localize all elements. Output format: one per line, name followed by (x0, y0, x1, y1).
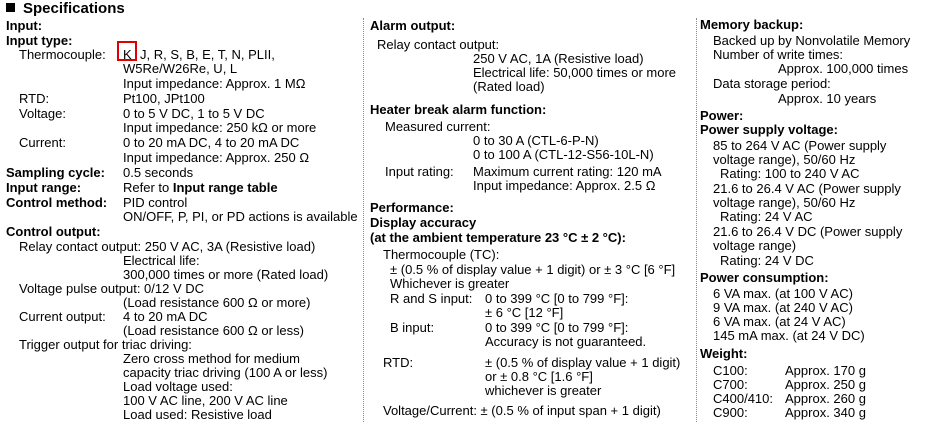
sampling-value: 0.5 seconds (123, 165, 194, 180)
memory-line-5: Approx. 10 years (778, 91, 877, 106)
relay-output: Relay contact output: 250 V AC, 3A (Resistive load) (19, 239, 316, 254)
rs-input-accuracy: ± 6 °C [12 °F] (485, 305, 564, 320)
performance-heading: Performance: (370, 200, 454, 215)
input-rating-label: Input rating: (385, 164, 454, 179)
weight-value: Approx. 340 g (785, 405, 866, 420)
memory-line-4: Data storage period: (713, 76, 831, 91)
b-input-label: B input: (390, 320, 435, 335)
power-line-5: voltage range), 50/60 Hz (713, 195, 856, 210)
current-label: Current: (19, 135, 66, 150)
alarm-output-heading: Alarm output: (370, 18, 456, 33)
measured-current-label: Measured current: (385, 119, 491, 134)
alarm-relay-value: 250 V AC, 1A (Resistive load) (473, 51, 644, 66)
voltage-pulse-output-2: (Load resistance 600 Ω or more) (123, 295, 311, 310)
memory-line-3: Approx. 100,000 times (778, 61, 909, 76)
weight-value: Approx. 250 g (785, 377, 866, 392)
consumption-line-4: 145 mA max. (at 24 V DC) (713, 328, 865, 343)
control-output-heading: Control output: (6, 224, 101, 239)
power-line-4: 21.6 to 26.4 V AC (Power supply (713, 181, 901, 196)
measured-current-2: 0 to 100 A (CTL-12-S56-10L-N) (473, 147, 654, 162)
rtd-accuracy-3: whichever is greater (485, 383, 602, 398)
alarm-electrical-life: Electrical life: 50,000 times or more (473, 65, 677, 80)
consumption-line-3: 6 VA max. (at 24 V AC) (713, 314, 846, 329)
memory-backup-heading: Memory backup: (700, 17, 804, 32)
voltage-current-accuracy: Voltage/Current: ± (0.5 % of input span + 1 digit) (383, 403, 661, 418)
thermocouple-types-2: W5Re/W26Re, U, L (123, 61, 238, 76)
heater-break-heading: Heater break alarm function: (370, 102, 547, 117)
thermocouple-label: Thermocouple: (19, 47, 106, 62)
column-divider (696, 18, 697, 422)
weight-model: C400/410: (713, 391, 773, 406)
current-output-value: 4 to 20 mA DC (123, 309, 208, 324)
tc-accuracy-label: Thermocouple (TC): (383, 247, 500, 262)
current-impedance: Input impedance: Approx. 250 Ω (123, 150, 310, 165)
b-input-accuracy: Accuracy is not guaranteed. (485, 334, 647, 349)
trigger-line-2: capacity triac driving (100 A or less) (123, 365, 328, 380)
tc-accuracy-note: Whichever is greater (390, 276, 510, 291)
power-line-2: voltage range), 50/60 Hz (713, 152, 856, 167)
weight-model: C900: (713, 405, 748, 420)
voltage-label: Voltage: (19, 106, 66, 121)
input-rating-1: Maximum current rating: 120 mA (473, 164, 662, 179)
input-range-link-text: Input range table (172, 180, 278, 195)
rtd-label: RTD: (19, 91, 50, 106)
input-rating-2: Input impedance: Approx. 2.5 Ω (473, 178, 656, 193)
b-input-range: 0 to 399 °C [0 to 799 °F]: (485, 320, 629, 335)
power-line-8: voltage range) (713, 238, 797, 253)
voltage-impedance: Input impedance: 250 kΩ or more (123, 120, 317, 135)
alarm-relay-label: Relay contact output: (377, 37, 500, 52)
section-title (6, 0, 125, 18)
alarm-rated-load: (Rated load) (473, 79, 545, 94)
relay-electrical-life-2: 300,000 times or more (Rated load) (123, 267, 329, 282)
power-line-1: 85 to 264 V AC (Power supply (713, 138, 887, 153)
power-line-7: 21.6 to 26.4 V DC (Power supply (713, 224, 903, 239)
title-text: Specifications (23, 0, 125, 17)
thermocouple-impedance: Input impedance: Approx. 1 MΩ (123, 76, 306, 91)
power-line-3: Rating: 100 to 240 V AC (720, 166, 860, 181)
trigger-line-5: Load used: Resistive load (123, 407, 272, 422)
column-divider (363, 18, 364, 422)
rs-input-label: R and S input: (390, 291, 473, 306)
rtd-accuracy-2: or ± 0.8 °C [1.6 °F] (485, 369, 593, 384)
voltage-value: 0 to 5 V DC, 1 to 5 V DC (123, 106, 265, 121)
rtd-accuracy-1: ± (0.5 % of display value + 1 digit) (485, 355, 681, 370)
power-supply-voltage-heading: Power supply voltage: (700, 122, 838, 137)
input-heading: Input: (6, 18, 43, 33)
current-output-label: Current output: (19, 309, 106, 324)
power-line-6: Rating: 24 V AC (720, 209, 813, 224)
power-line-9: Rating: 24 V DC (720, 253, 814, 268)
rs-input-range: 0 to 399 °C [0 to 799 °F]: (485, 291, 629, 306)
weight-value: Approx. 170 g (785, 363, 866, 378)
control-method-value-2: ON/OFF, P, PI, or PD actions is available (123, 209, 358, 224)
input-type-heading: Input type: (6, 33, 73, 48)
ambient-temperature-heading: (at the ambient temperature 23 °C ± 2 °C): (370, 230, 626, 245)
rtd-accuracy-label: RTD: (383, 355, 414, 370)
thermocouple-types: J, R, S, B, E, T, N, PLII, (140, 47, 275, 62)
trigger-line-1: Zero cross method for medium (123, 351, 301, 366)
weight-heading: Weight: (700, 346, 748, 361)
current-value: 0 to 20 mA DC, 4 to 20 mA DC (123, 135, 300, 150)
trigger-line-3: Load voltage used: (123, 379, 233, 394)
weight-model: C700: (713, 377, 748, 392)
current-output-value-2: (Load resistance 600 Ω or less) (123, 323, 304, 338)
memory-line-2: Number of write times: (713, 47, 844, 62)
weight-model: C100: (713, 363, 748, 378)
rtd-value: Pt100, JPt100 (123, 91, 205, 106)
power-heading: Power: (700, 108, 744, 123)
sampling-label: Sampling cycle: (6, 165, 105, 180)
control-method-label: Control method: (6, 195, 108, 210)
consumption-line-2: 9 VA max. (at 240 V AC) (713, 300, 853, 315)
consumption-line-1: 6 VA max. (at 100 V AC) (713, 286, 853, 301)
input-range-label: Input range: (6, 180, 82, 195)
input-range-value: Refer to Input range table (123, 180, 278, 195)
control-method-value: PID control (123, 195, 188, 210)
memory-line-1: Backed up by Nonvolatile Memory (713, 33, 911, 48)
trigger-line-4: 100 V AC line, 200 V AC line (123, 393, 288, 408)
relay-electrical-life: Electrical life: (123, 253, 200, 268)
power-consumption-heading: Power consumption: (700, 270, 829, 285)
weight-value: Approx. 260 g (785, 391, 866, 406)
tc-accuracy-value: ± (0.5 % of display value + 1 digit) or ± 3 °C [6 °F] (390, 262, 676, 277)
thermocouple-k-type: K (123, 47, 132, 62)
highlight-box (117, 41, 137, 61)
trigger-output: Trigger output for triac driving: (19, 337, 192, 352)
square-bullet-icon (6, 3, 15, 12)
voltage-pulse-output: Voltage pulse output: 0/12 V DC (19, 281, 205, 296)
display-accuracy-heading: Display accuracy (370, 215, 477, 230)
measured-current-1: 0 to 30 A (CTL-6-P-N) (473, 133, 599, 148)
